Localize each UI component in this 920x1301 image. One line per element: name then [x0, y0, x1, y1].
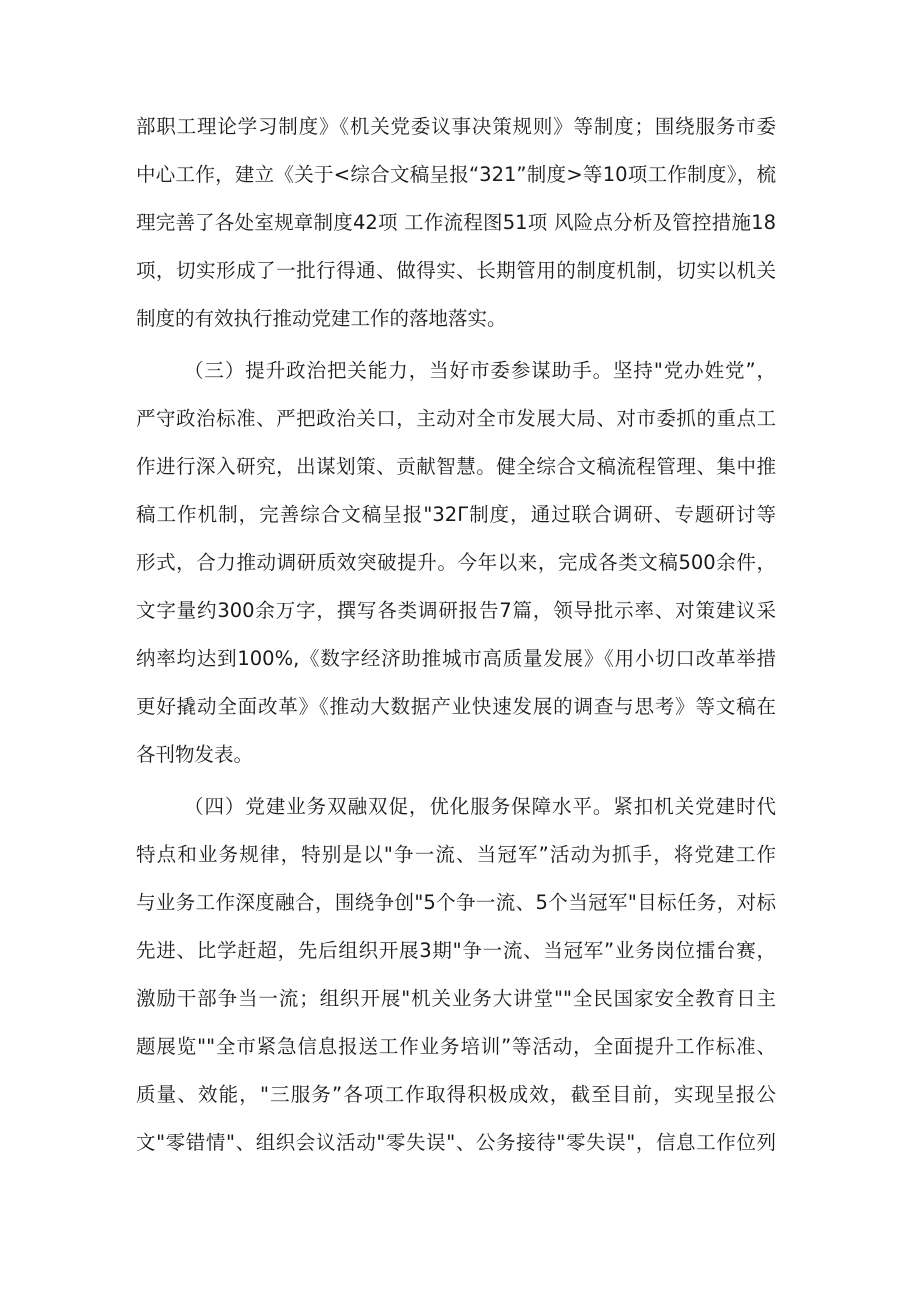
section-heading-4: （四）党建业务双融双促，优化服务保障水平。紧扣机关党建时代	[184, 795, 776, 818]
text-line-11: 文字量约300余万字，撰写各类调研报告7篇，领导批示率、对策建议采	[136, 599, 776, 622]
text-line-18: 先进、比学赶超，先后组织开展3期"争一流、当冠军”业务岗位擂台赛，	[136, 939, 776, 962]
text-line-20: 题展览""全市紧急信息报送工作业务培训”等活动，全面提升工作标准、	[136, 1035, 776, 1058]
text-line-19: 激励干部争当一流；组织开展"机关业务大讲堂""全民国家安全教育日主	[136, 987, 776, 1010]
section-heading-3: （三）提升政治把关能力，当好市委参谋助手。坚持"党办姓党”，	[184, 359, 776, 382]
text-line-8: 作进行深入研究，出谋划策、贡献智慧。健全综合文稿流程管理、集中推	[136, 455, 776, 478]
text-line-4: 项，切实形成了一批行得通、做得实、长期管用的制度机制，切实以机关	[136, 259, 776, 282]
text-line-14: 各刊物发表。	[136, 743, 254, 766]
text-line-13: 更好撬动全面改革》《推动大数据产业快速发展的调查与思考》等文稿在	[136, 695, 776, 718]
text-line-5: 制度的有效执行推动党建工作的落地落实。	[136, 307, 507, 330]
text-line-2: 中心工作，建立《关于<综合文稿呈报“321”制度>等10项工作制度》，梳	[136, 163, 776, 186]
text-line-12: 纳率均达到100%,《数字经济助推城市高质量发展》《用小切口改革举措	[136, 647, 776, 670]
text-line-7: 严守政治标准、严把政治关口，主动对全市发展大局、对市委抓的重点工	[136, 407, 776, 430]
text-line-3: 理完善了各处室规章制度42项 工作流程图51项 风险点分析及管控措施18	[136, 211, 776, 234]
text-line-1: 部职工理论学习制度》《机关党委议事决策规则》等制度；围绕服务市委	[136, 115, 776, 138]
text-line-22: 文"零错情"、组织会议活动"零失误"、公务接待"零失误"，信息工作位列	[136, 1131, 776, 1154]
text-line-17: 与业务工作深度融合，围绕争创"5个争一流、5个当冠军"目标任务，对标	[136, 891, 776, 914]
text-line-10: 形式，合力推动调研质效突破提升。今年以来，完成各类文稿500余件，	[136, 551, 776, 574]
text-line-21: 质量、效能，"三服务”各项工作取得积极成效，截至目前，实现呈报公	[136, 1083, 776, 1106]
text-line-16: 特点和业务规律，特别是以"争一流、当冠军”活动为抓手，将党建工作	[136, 843, 776, 866]
text-line-9: 稿工作机制，完善综合文稿呈报"32Γ制度，通过联合调研、专题研讨等	[136, 503, 776, 526]
